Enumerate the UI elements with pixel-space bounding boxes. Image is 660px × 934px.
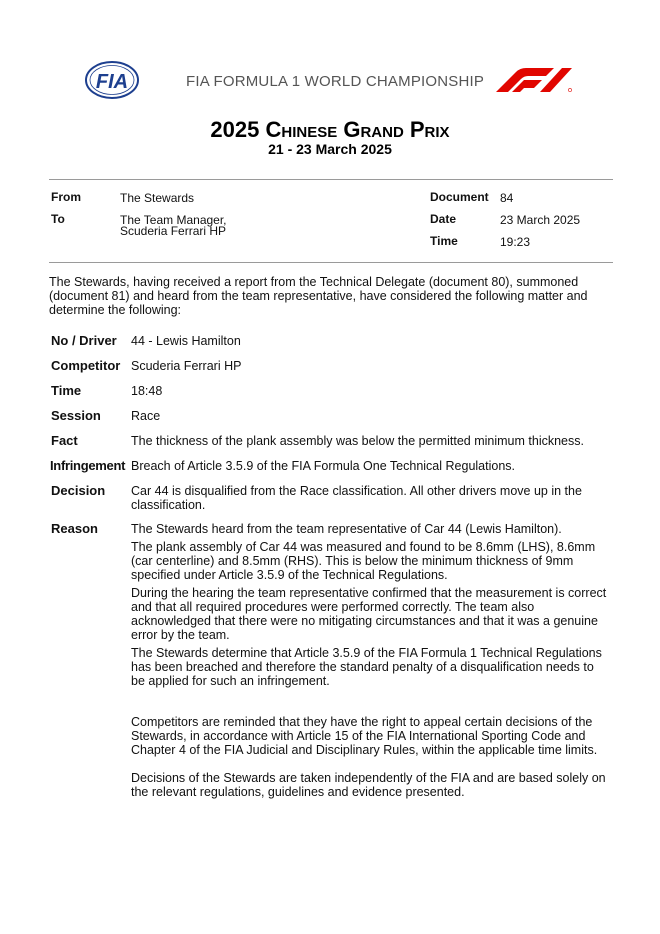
infringement-value: Breach of Article 3.5.9 of the FIA Formula One Technical Regulations. bbox=[131, 459, 516, 473]
svg-text:FIA: FIA bbox=[95, 71, 129, 93]
decision-label: Decision bbox=[51, 483, 106, 498]
time-label: Time bbox=[430, 234, 458, 248]
event-dates: 21 - 23 March 2025 bbox=[268, 141, 392, 157]
from-value: The Stewards bbox=[120, 191, 195, 205]
top-divider bbox=[49, 179, 613, 180]
date-label: Date bbox=[430, 212, 457, 226]
fact-label: Fact bbox=[51, 433, 78, 448]
competitor-label: Competitor bbox=[51, 358, 121, 373]
championship-title: FIA FORMULA 1 WORLD CHAMPIONSHIP bbox=[186, 73, 485, 90]
bottom-divider bbox=[49, 262, 613, 263]
session-value: Race bbox=[131, 409, 161, 423]
appeal-notice: Competitors are reminded that they have the right to appeal certain decisions of the Stewards, in accordance with Article 15 of the FIA International Sporting Code and Chapter 4 of the FIA Judicial and Disciplinary Rules, within the applicable time limits. bbox=[131, 715, 598, 757]
f1-logo-icon bbox=[494, 66, 574, 94]
to-value-line2: Scuderia Ferrari HP bbox=[120, 224, 227, 238]
infringement-label: Infringement bbox=[50, 458, 126, 473]
driver-value: 44 - Lewis Hamilton bbox=[131, 334, 241, 348]
to-label: To bbox=[51, 212, 65, 226]
independence-notice: Decisions of the Stewards are taken independently of the FIA and are based solely on the relevant regulations, guidelines and evidence presented. bbox=[131, 771, 606, 799]
reason-paragraph: The plank assembly of Car 44 was measured and found to be 8.6mm (LHS), 8.6mm (car centerline) and 8.5mm (RHS). This is below the minimum thickness of 9mm specified under Article 3.5.9 of the Technical Regulations. bbox=[131, 540, 596, 582]
session-label: Session bbox=[51, 408, 101, 423]
date-value: 23 March 2025 bbox=[500, 213, 581, 227]
document-number: 84 bbox=[500, 191, 514, 205]
document-header bbox=[0, 0, 660, 110]
reason-paragraph: The Stewards heard from the team representative of Car 44 (Lewis Hamilton). bbox=[131, 522, 562, 536]
competitor-value: Scuderia Ferrari HP bbox=[131, 359, 242, 373]
decision-value: Car 44 is disqualified from the Race classification. All other drivers move up in the classification. bbox=[131, 484, 582, 512]
time-value: 19:23 bbox=[500, 235, 531, 249]
reason-label: Reason bbox=[51, 521, 98, 536]
event-title bbox=[0, 117, 660, 143]
to-value-line1: The Team Manager, bbox=[120, 213, 227, 227]
from-label: From bbox=[51, 190, 81, 204]
incident-time-label: Time bbox=[51, 383, 82, 398]
event-title-text: 2025 Chinese Grand Prix bbox=[210, 117, 450, 142]
fia-logo-icon bbox=[84, 60, 140, 100]
reason-paragraph: The Stewards determine that Article 3.5.9 of the FIA Formula 1 Technical Regulations has been breached and therefore the standard penalty of a disqualification needs to be applied for such an infringement. bbox=[131, 646, 602, 688]
document-label: Document bbox=[430, 190, 489, 204]
reason-paragraph: During the hearing the team representative confirmed that the measurement is correct and that all required procedures were performed correctly. The team also acknowledged that there were no mitigating circumstances and that it was a genuine error by the team. bbox=[131, 586, 607, 642]
incident-time-value: 18:48 bbox=[131, 384, 163, 398]
driver-label: No / Driver bbox=[51, 333, 117, 348]
intro-paragraph: The Stewards, having received a report from the Technical Delegate (document 80), summoned (document 81) and heard from the team representative, have considered the following matter and determine the following: bbox=[49, 275, 588, 317]
fact-value: The thickness of the plank assembly was below the permitted minimum thickness. bbox=[131, 434, 584, 448]
